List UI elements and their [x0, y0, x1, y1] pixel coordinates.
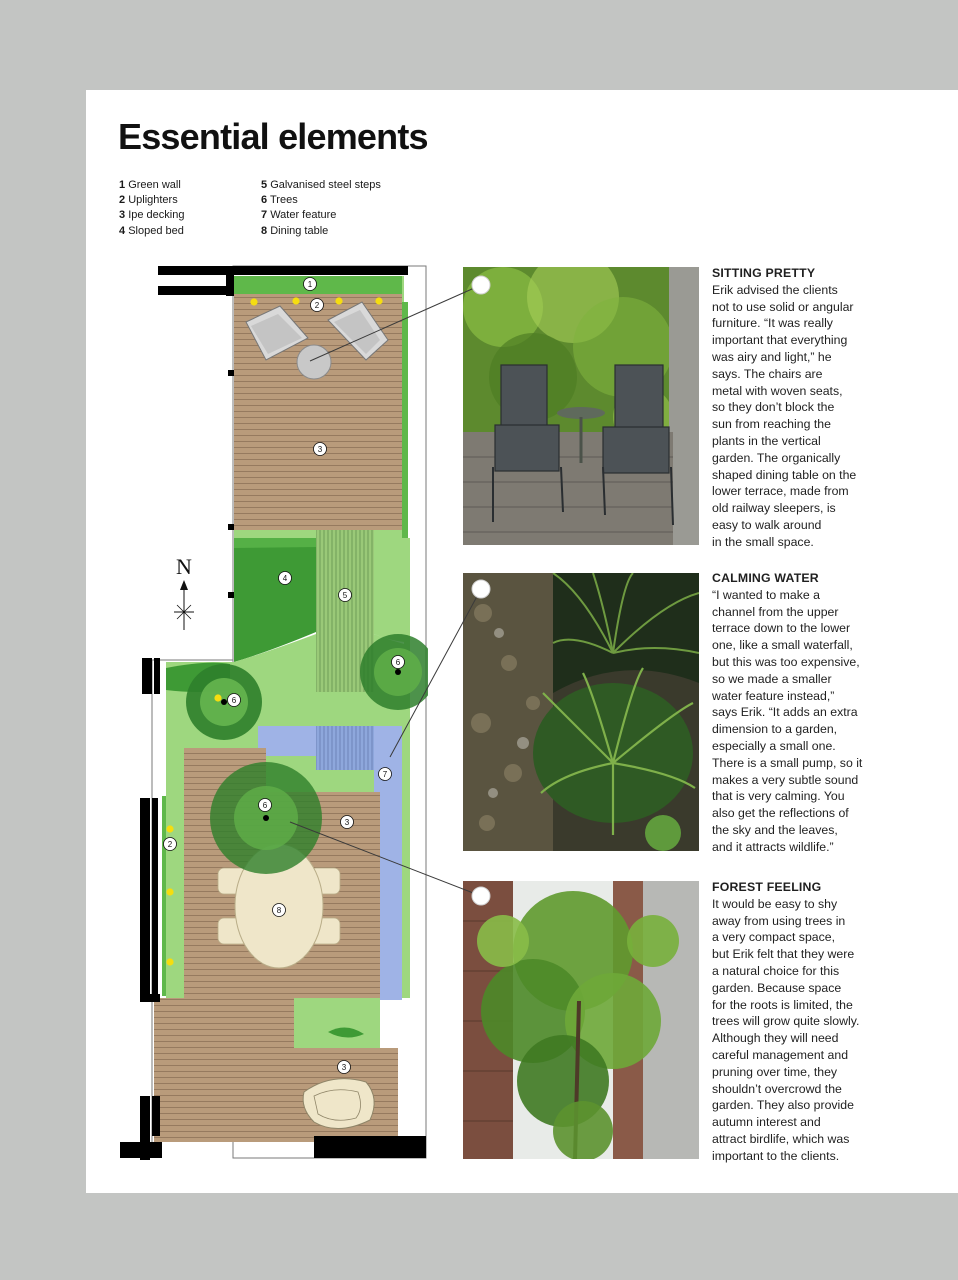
caption-line: but Erik felt that they were — [712, 947, 855, 962]
caption-line: attract birdlife, which was — [712, 1131, 850, 1146]
svg-text:4: 4 — [282, 574, 288, 583]
marker-2 — [164, 838, 177, 851]
marker-3 — [314, 443, 327, 456]
legend-item: 8 Dining table — [261, 224, 329, 237]
legend-item: 1 Green wall — [119, 179, 181, 191]
svg-text:7: 7 — [382, 770, 388, 779]
caption-line: and it attracts wildlife.” — [712, 839, 834, 854]
caption-line: plants in the vertical — [712, 433, 821, 448]
caption-line: Although they will need — [712, 1031, 839, 1046]
caption-line: There is a small pump, so it — [712, 755, 863, 770]
caption-line: easy to walk around — [712, 517, 822, 532]
tree-left — [186, 664, 262, 740]
caption-line: important to the clients. — [712, 1148, 840, 1163]
caption-heading: SITTING PRETTY — [712, 266, 816, 280]
photo-water — [463, 573, 699, 851]
caption-heading: FOREST FEELING — [712, 880, 822, 894]
caption-line: It would be easy to shy — [712, 896, 838, 911]
marker-6 — [392, 656, 405, 669]
svg-text:3: 3 — [341, 1063, 347, 1072]
caption-line: a very compact space, — [712, 930, 836, 945]
caption-line: but this was too expensive, — [712, 654, 860, 669]
caption-line: a natural choice for this — [712, 963, 840, 978]
legend-item: 4 Sloped bed — [119, 224, 184, 237]
lounge-chair-lower — [303, 1079, 374, 1129]
caption-line: careful management and — [712, 1047, 849, 1062]
north-arrow — [174, 554, 194, 630]
garden-plan — [118, 262, 428, 1162]
caption-line: also get the reflections of — [712, 806, 849, 821]
caption-line: in the small space. — [712, 534, 814, 549]
caption-line: for the roots is limited, the — [712, 997, 853, 1012]
svg-text:3: 3 — [317, 445, 323, 454]
photo-trees — [463, 881, 699, 1159]
marker-3 — [338, 1061, 351, 1074]
legend-item: 6 Trees — [261, 194, 298, 207]
marker-3 — [341, 816, 354, 829]
svg-text:6: 6 — [262, 801, 268, 810]
svg-text:5: 5 — [342, 591, 348, 600]
caption-line: terrace down to the lower — [712, 621, 851, 636]
caption-calming-water — [712, 570, 868, 856]
svg-text:6: 6 — [231, 696, 237, 705]
caption-line: away from using trees in — [712, 913, 846, 928]
caption-line: trees will grow quite slowly. — [712, 1014, 860, 1029]
marker-1 — [304, 278, 317, 291]
svg-text:6: 6 — [395, 658, 401, 667]
page-title: Essential elements — [118, 116, 428, 157]
caption-line: pruning over time, they — [712, 1064, 838, 1079]
svg-text:N: N — [176, 554, 192, 579]
svg-text:2: 2 — [167, 840, 173, 849]
caption-line: the sky and the leaves, — [712, 822, 838, 837]
marker-2 — [311, 299, 324, 312]
caption-line: says. The chairs are — [712, 366, 823, 381]
caption-forest-feeling — [712, 879, 868, 1165]
legend-column-2 — [261, 178, 381, 239]
caption-sitting-pretty — [712, 265, 868, 551]
svg-text:8: 8 — [276, 906, 282, 915]
caption-line: makes a very subtle sound — [712, 772, 859, 787]
caption-line: one, like a small waterfall, — [712, 638, 853, 653]
legend-item: 7 Water feature — [261, 209, 337, 222]
caption-line: garden. The organically — [712, 450, 841, 465]
caption-line: so we made a smaller — [712, 671, 832, 686]
marker-6 — [228, 694, 241, 707]
marker-8 — [273, 904, 286, 917]
svg-text:3: 3 — [344, 818, 350, 827]
marker-7 — [379, 768, 392, 781]
caption-line: important that everything — [712, 333, 848, 348]
marker-5 — [339, 589, 352, 602]
caption-line: furniture. “It was really — [712, 316, 833, 331]
caption-line: that is very calming. You — [712, 789, 845, 804]
legend-column-1 — [119, 178, 184, 239]
legend-item: 3 Ipe decking — [119, 209, 185, 222]
caption-line: old railway sleepers, is — [712, 501, 836, 516]
marker-6 — [259, 799, 272, 812]
caption-line: “I wanted to make a — [712, 587, 820, 602]
tree-centre — [210, 762, 322, 874]
caption-line: especially a small one. — [712, 738, 836, 753]
photo-chairs — [463, 267, 699, 545]
caption-line: sun from reaching the — [712, 417, 831, 432]
caption-line: autumn interest and — [712, 1115, 821, 1130]
marker-4 — [279, 572, 292, 585]
caption-line: garden. Because space — [712, 980, 842, 995]
caption-line: shaped dining table on the — [712, 467, 857, 482]
legend-item: 2 Uplighters — [119, 194, 178, 207]
caption-heading: CALMING WATER — [712, 571, 819, 585]
caption-line: says Erik. “It adds an extra — [712, 705, 858, 720]
caption-line: channel from the upper — [712, 604, 839, 619]
svg-text:1: 1 — [307, 280, 313, 289]
caption-line: dimension to a garden, — [712, 722, 838, 737]
caption-line: metal with woven seats, — [712, 383, 843, 398]
caption-line: lower terrace, made from — [712, 484, 849, 499]
side-table — [297, 345, 331, 379]
caption-line: garden. They also provide — [712, 1098, 854, 1113]
caption-line: Erik advised the clients — [712, 282, 838, 297]
caption-line: water feature instead,” — [712, 688, 835, 703]
caption-line: was airy and light,” he — [712, 349, 832, 364]
svg-text:2: 2 — [314, 301, 320, 310]
caption-line: shouldn’t overcrowd the — [712, 1081, 842, 1096]
caption-line: so they don’t block the — [712, 400, 835, 415]
caption-line: not to use solid or angular — [712, 299, 854, 314]
legend-item: 5 Galvanised steel steps — [261, 179, 381, 191]
